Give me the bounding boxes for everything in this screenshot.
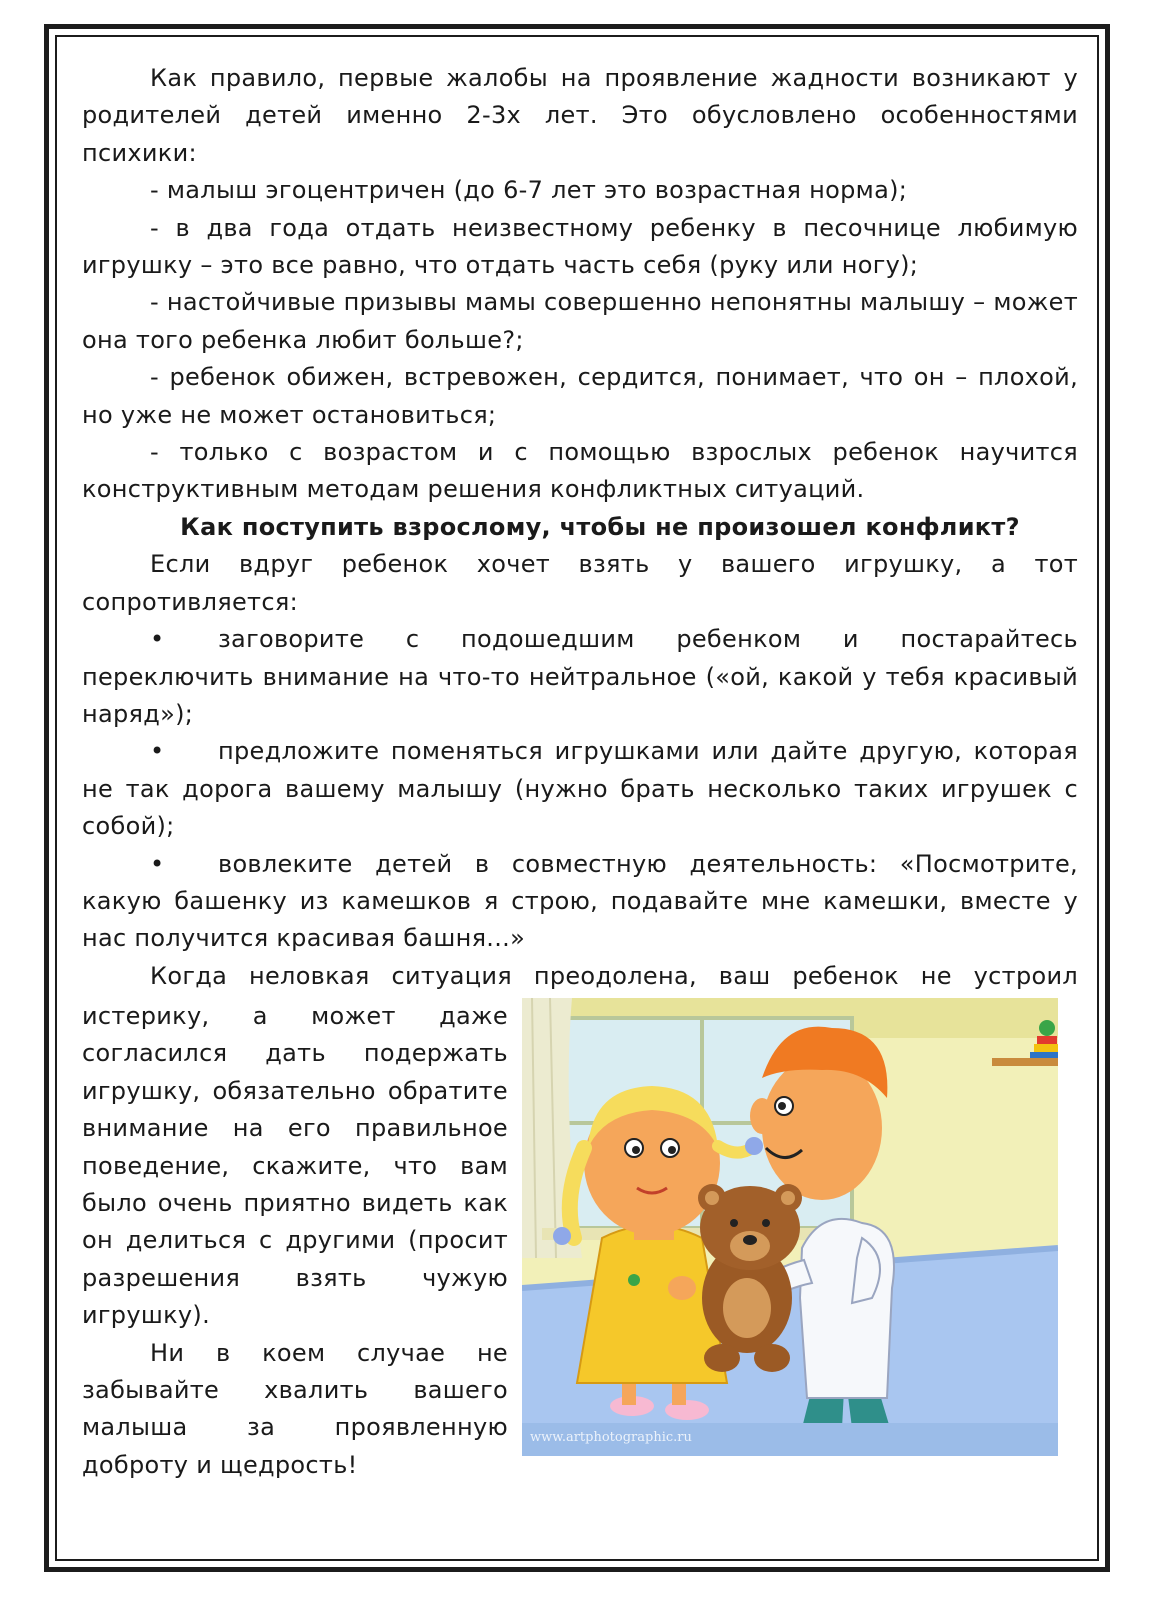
paragraph-situation: Если вдруг ребенок хочет взять у вашего игрушку, а тот сопротивляется: <box>82 550 1078 616</box>
bullet-dot-icon: • <box>150 737 165 766</box>
bullet-text-3: вовлеките детей в совместную деятельность: «Посмотрите, какую башенку из камешков я строю, подавайте мне камешки, вместе у нас получится красивая башня...» <box>82 849 1078 953</box>
bullet-dot-icon: • <box>150 849 165 878</box>
bullet-dot-icon: • <box>150 625 165 654</box>
dash-item-5: - только с возрастом и с помощью взрослых ребенок научится конструктивным методам решения конфликтных ситуаций. <box>82 438 1078 504</box>
dash-item-1: - малыш эгоцентричен (до 6-7 лет это возрастная норма); <box>150 176 908 205</box>
article-body <box>82 60 1078 995</box>
children-sharing-teddy-bear-illustration <box>522 998 1058 1456</box>
bullet-item-1 <box>82 621 1078 733</box>
bullet-item-3 <box>82 846 1078 958</box>
closing-column <box>82 998 508 1484</box>
dash-item-4: - ребенок обижен, встревожен, сердится, понимает, что он – плохой, но уже не может остановиться; <box>82 363 1078 429</box>
bullet-text-1: заговорите с подошедшим ребенком и постарайтесь переключить внимание на что-то нейтральное («ой, какой у тебя красивый наряд»); <box>82 625 1078 728</box>
dash-item-2: - в два года отдать неизвестному ребенку в песочнице любимую игрушку – это все равно, что отдать часть себя (руку или ногу); <box>82 213 1078 280</box>
bullet-item-2 <box>82 733 1078 845</box>
dash-item-3: - настойчивые призывы мамы совершенно непонятны малышу – может она того ребенка любит больше?; <box>82 288 1078 354</box>
watermark-text: www.artphotographic.ru <box>530 1430 692 1445</box>
closing-first-line: Когда неловкая ситуация преодолена, ваш ребенок не устроил <box>150 961 1078 990</box>
bullet-text-2: предложите поменяться игрушками или дайте другую, которая не так дорога вашему малышу (нужно брать несколько таких игрушек с собой); <box>82 737 1078 841</box>
closing-paragraph: истерику, а может даже согласился дать подержать игрушку, обязательно обратите внимание на его правильное поведение, скажите, что вам было очень приятно видеть как он делиться с другими (просит разрешения взять чужую игрушку). <box>82 1002 508 1330</box>
paragraph-intro: Как правило, первые жалобы на проявление жадности возникают у родителей детей именно 2-3х лет. Это обусловлено особенностями психики: <box>82 64 1078 167</box>
final-paragraph: Ни в коем случае не забывайте хвалить вашего малыша за проявленную доброту и щедрость! <box>82 1338 508 1479</box>
section-heading: Как поступить взрослому, чтобы не произошел конфликт? <box>180 512 1020 541</box>
